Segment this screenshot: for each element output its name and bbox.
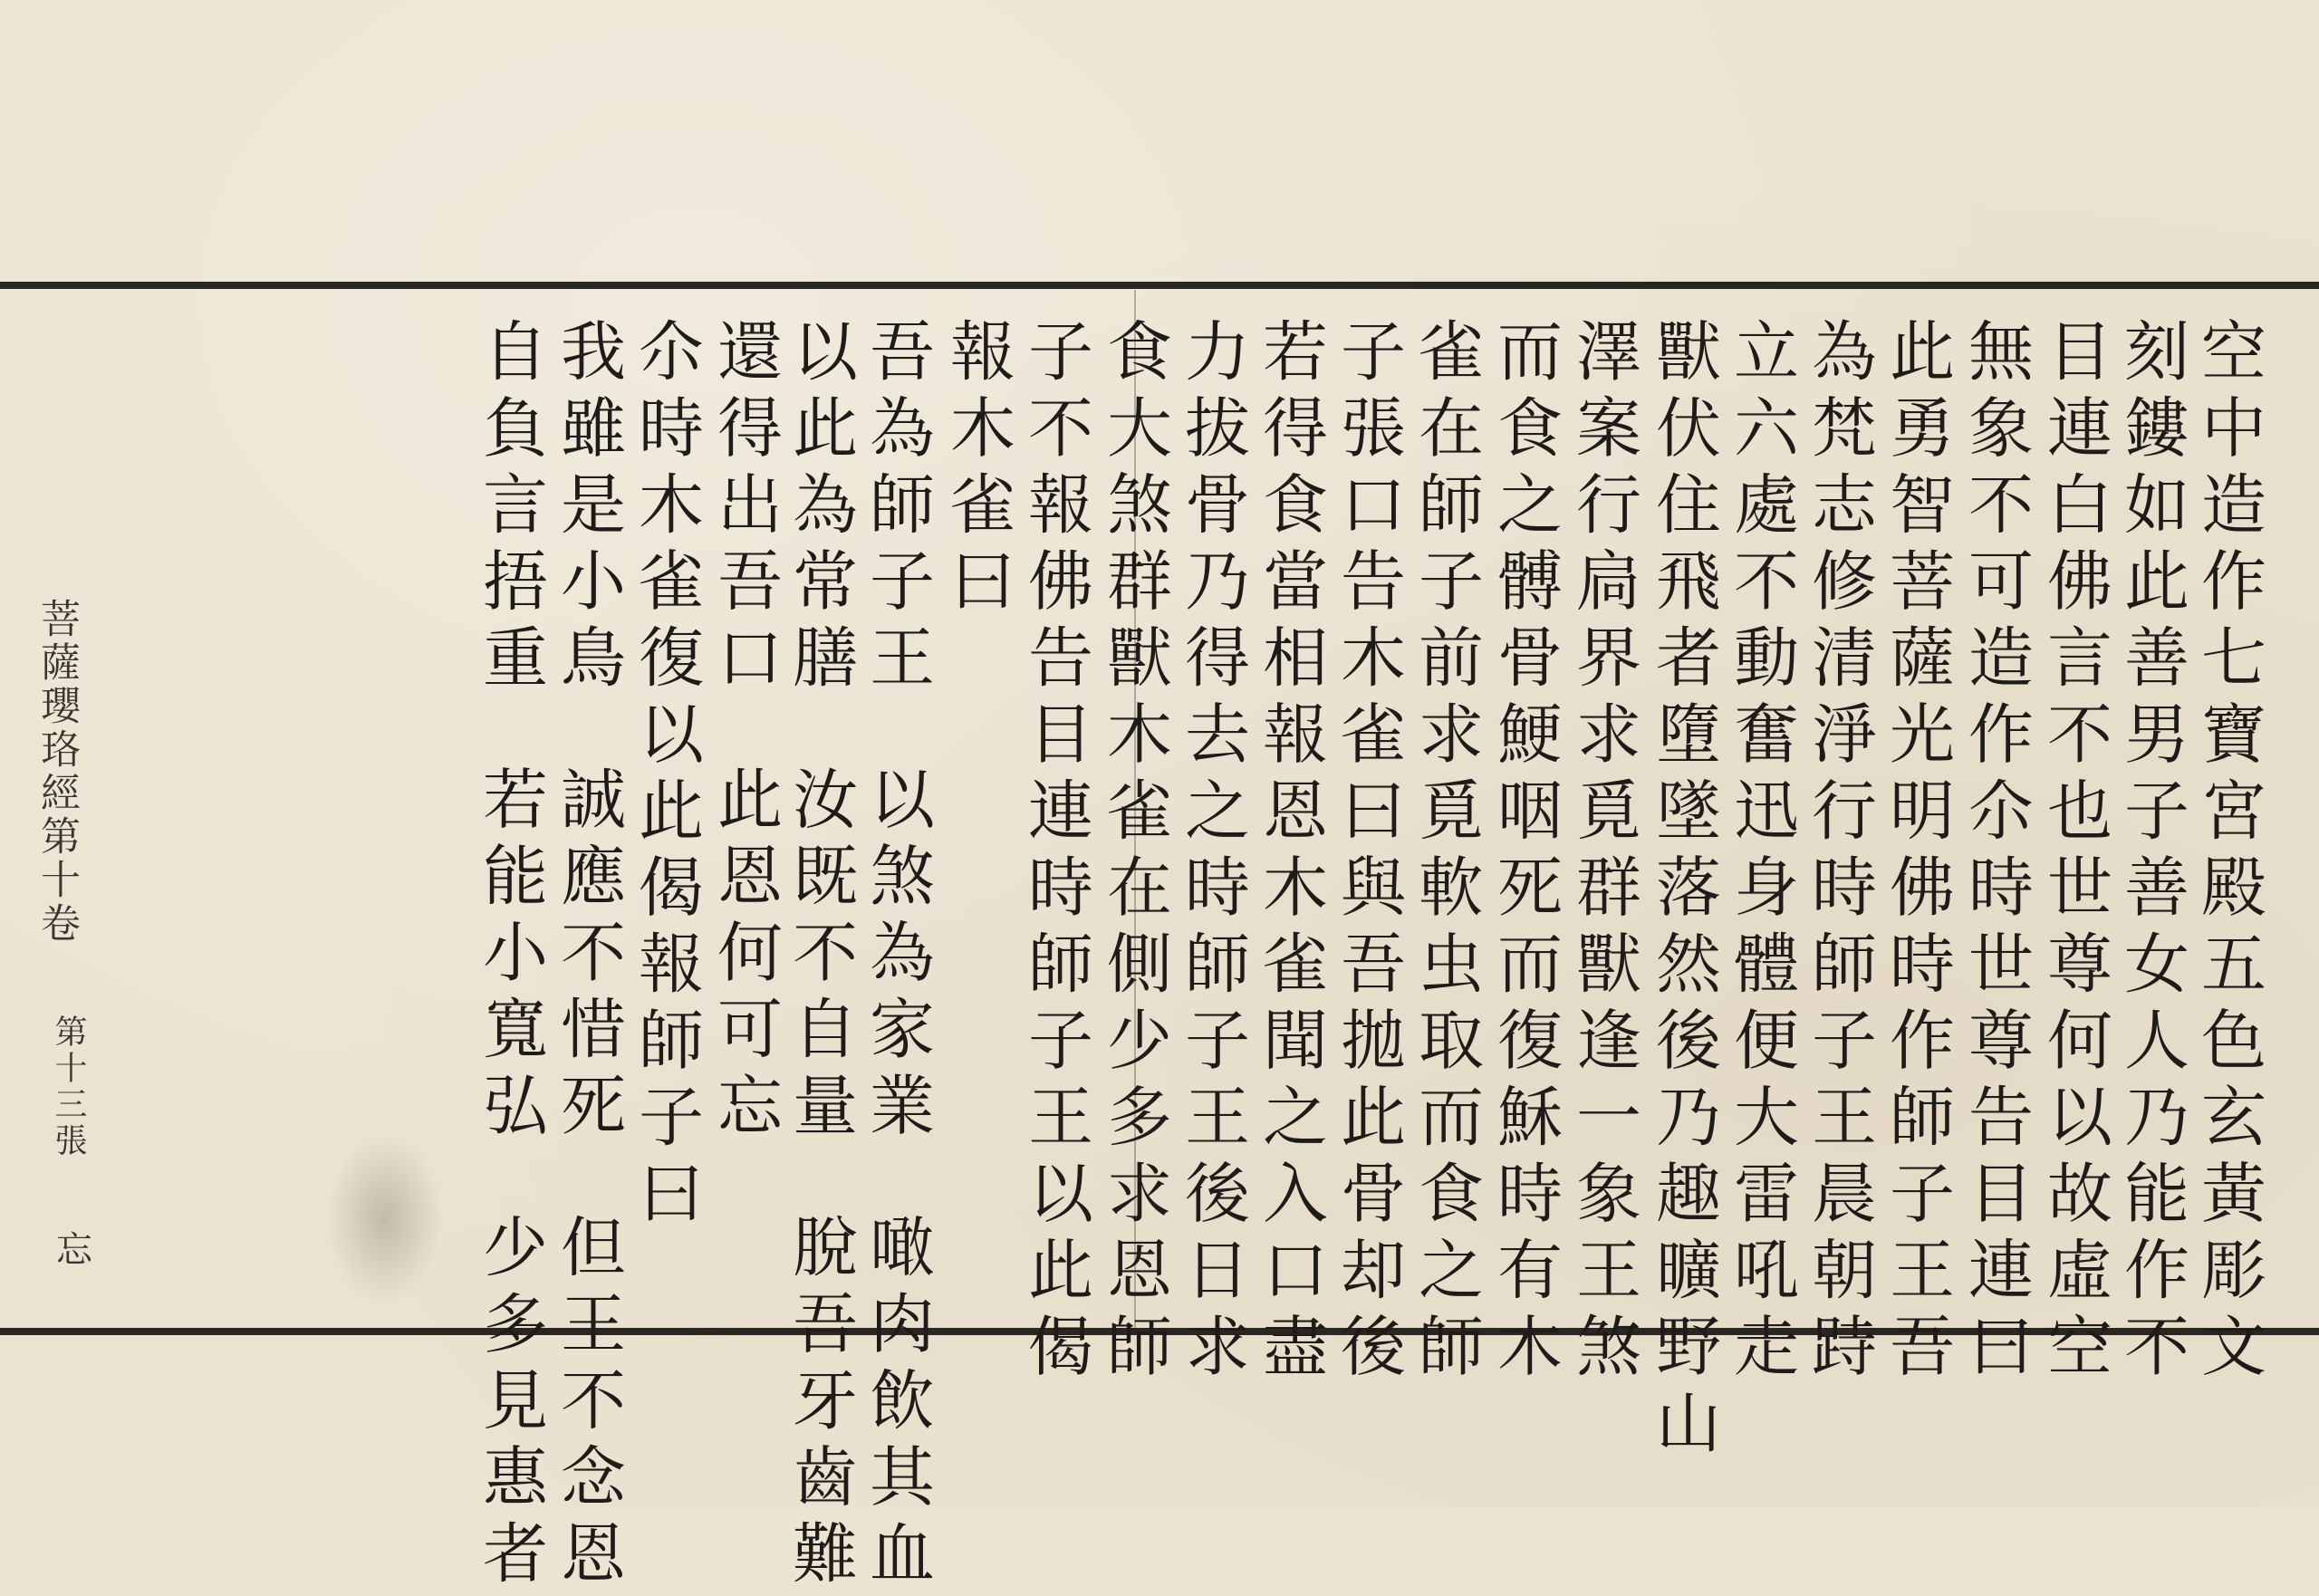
text-segment: 食大煞群獸木雀在側少多求恩師 — [1096, 317, 1172, 1389]
text-segment: 子張口告木雀曰與吾拋此骨却後 — [1330, 317, 1406, 1389]
text-column — [2113, 317, 2189, 1389]
text-segment: 澤案行扃界求覓群獸逢一象王煞 — [1565, 317, 1641, 1389]
text-column — [1879, 317, 1955, 1389]
text-column — [1096, 317, 1172, 1389]
text-column — [1565, 317, 1641, 1389]
text-segment: 力拔骨乃得去之時師子王後日求 — [1174, 317, 1250, 1389]
text-column — [1487, 317, 1563, 1389]
text-column — [859, 317, 935, 1596]
text-column — [1723, 317, 1799, 1389]
text-segment: 誠應不惜死 — [550, 764, 626, 1148]
text-column — [707, 317, 783, 1148]
text-segment: 但王不念恩 — [550, 1213, 626, 1596]
text-segment: 以煞為家業 — [859, 764, 935, 1148]
text-segment: 目連白佛言不也世尊何以故虛空 — [2036, 317, 2112, 1389]
text-segment: 尒時木雀復以此偈報師子曰 — [628, 317, 704, 1235]
text-column — [1017, 317, 1093, 1389]
text-segment: 此恩何可忘 — [707, 764, 783, 1148]
text-column — [939, 317, 1015, 623]
text-segment: 若得食當相報恩木雀聞之入口盡 — [1252, 317, 1328, 1389]
text-column — [550, 317, 626, 1596]
margin-mark: 忘 — [56, 1229, 92, 1271]
text-segment: 而食之髆骨鯁咽死而復穌時有木 — [1487, 317, 1563, 1389]
paper-stain — [326, 1132, 444, 1304]
text-segment: 此勇智菩薩光明佛時作師子王吾 — [1879, 317, 1955, 1389]
text-column — [1801, 317, 1877, 1389]
text-column — [2190, 317, 2266, 1389]
text-segment: 無象不可造作尒時世尊告目連曰 — [1958, 317, 2034, 1389]
text-column — [1958, 317, 2034, 1389]
text-column — [1252, 317, 1328, 1389]
text-segment: 吾為師子王 — [859, 317, 935, 700]
text-column — [1174, 317, 1250, 1389]
text-segment: 脫吾牙齒難 — [782, 1213, 858, 1596]
top-border-rule — [0, 282, 2319, 289]
text-segment: 為梵志修清淨行時師子王晨朝跱 — [1801, 317, 1877, 1389]
text-segment: 還得出吾口 — [707, 317, 783, 700]
text-column — [2036, 317, 2112, 1389]
margin-title: 菩薩瓔珞經第十卷 — [34, 598, 80, 946]
text-segment: 雀在師子前求覓軟虫取而食之師 — [1408, 317, 1484, 1389]
text-segment: 報木雀曰 — [939, 317, 1015, 623]
text-segment: 若能小寬弘 — [472, 764, 548, 1148]
text-segment: 獸伏住飛者墮墜落然後乃趣曠野山 — [1645, 317, 1721, 1466]
text-segment: 子不報佛告目連時師子王以此偈 — [1017, 317, 1093, 1389]
text-segment: 刻鏤如此善男子善女人乃能作不 — [2113, 317, 2189, 1389]
text-segment: 自負言捂重 — [472, 317, 548, 700]
text-column — [628, 317, 704, 1235]
text-segment: 我雖是小鳥 — [550, 317, 626, 700]
text-segment: 汝既不自量 — [782, 764, 858, 1148]
text-column — [472, 317, 548, 1596]
text-segment: 立六處不動奮迅身體便大雷吼走 — [1723, 317, 1799, 1389]
text-segment: 噉肉飲其血 — [859, 1213, 935, 1596]
text-column — [1408, 317, 1484, 1389]
margin-page-number: 第十三張 — [50, 1014, 87, 1159]
text-segment: 空中造作七寶宮殿五色玄黃彫文 — [2190, 317, 2266, 1389]
text-column — [1330, 317, 1406, 1389]
text-column — [782, 317, 858, 1596]
text-segment: 以此為常膳 — [782, 317, 858, 700]
text-column — [1645, 317, 1721, 1466]
text-segment: 少多見惠者 — [472, 1213, 548, 1596]
